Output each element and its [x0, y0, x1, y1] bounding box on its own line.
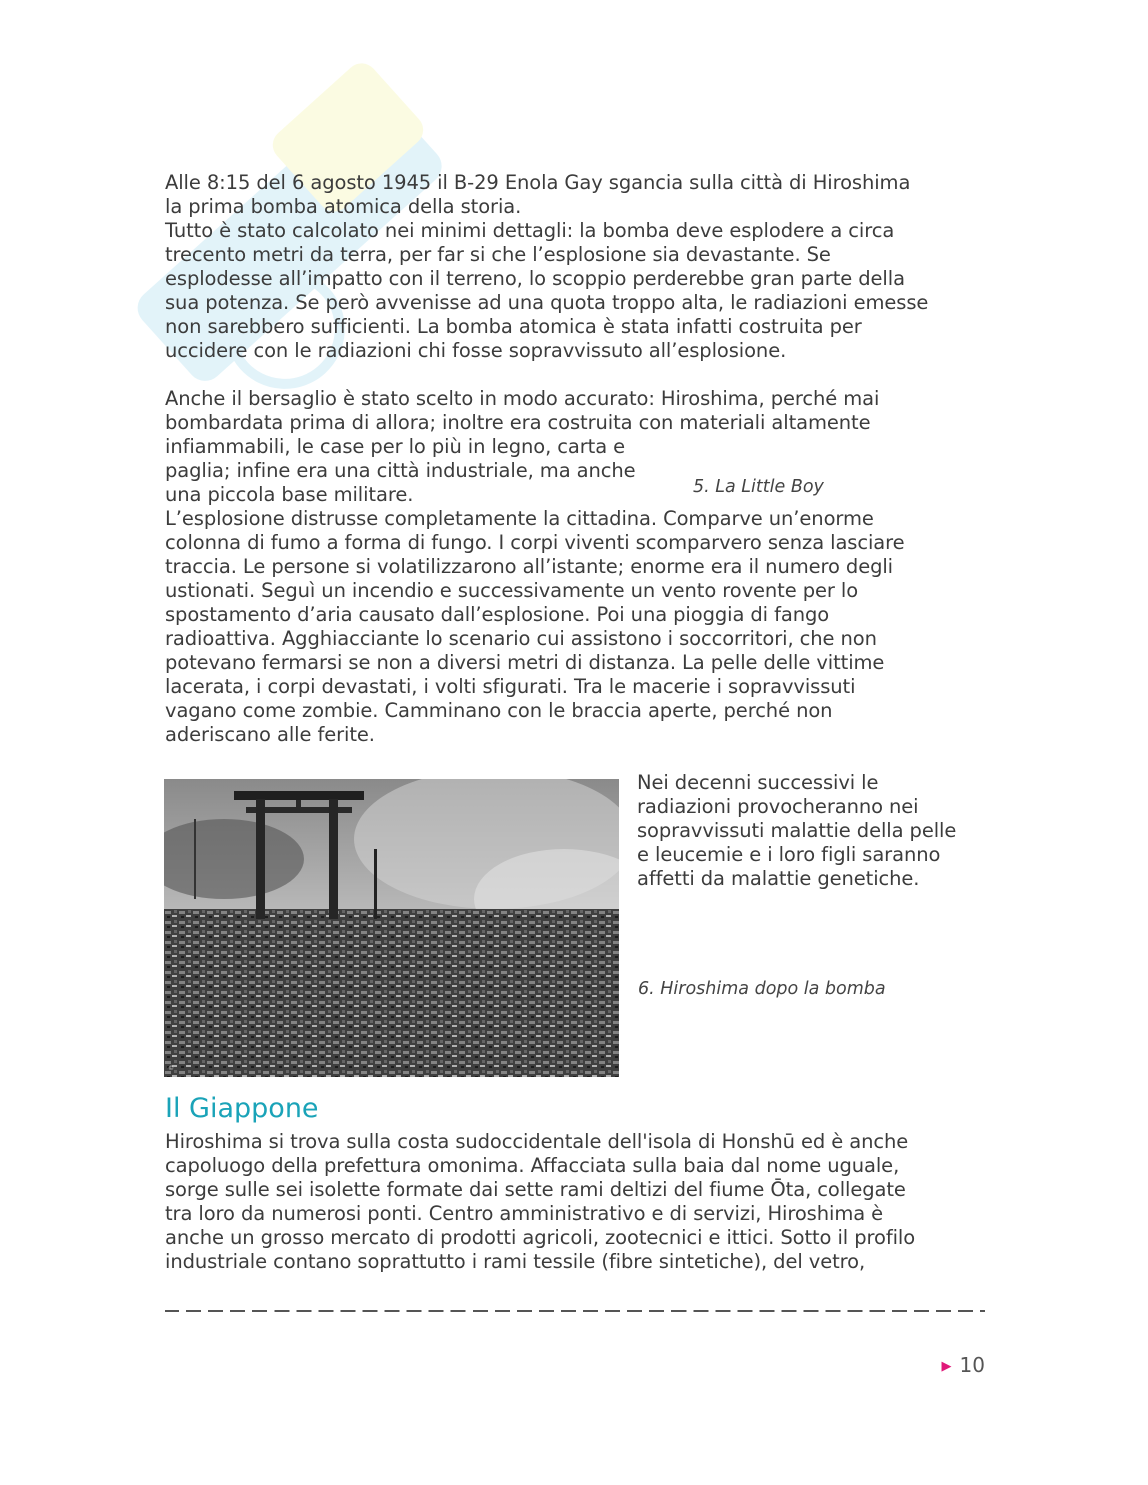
hiroshima-ruins-photo — [164, 779, 619, 1077]
japan-paragraph: Hiroshima si trova sulla costa sudoccidentale dell'isola di Honshū ed è anche capoluogo della prefettura omonima. Affacciata sulla baia dal nome uguale, sorge sulle sei isolette formate dai sette rami deltizi del fiume Ōta, collegate tra loro da numerosi ponti. Centro amministrativo e di servizi, Hiroshima è anche un grosso mercato di prodotti agricoli, zootecnici e ittici. Sotto il profilo industriale contano soprattutto i rami tessile (fibre sintetiche), del vetro, — [165, 1130, 916, 1273]
page-footer — [942, 1353, 985, 1377]
photo-credit-mark: © — [168, 1065, 174, 1072]
section-heading: Il Giappone — [165, 1093, 319, 1124]
aftermath-paragraph: Nei decenni successivi le radiazioni provocheranno nei sopravvissuti malattie della pelle e leucemie e i loro figli saranno affetti da malattie genetiche. — [637, 771, 957, 890]
target-paragraph: Anche il bersaglio è stato scelto in modo accurato: Hiroshima, perché mai bombardata prima di allora; inoltre era costruita con materiali altamente infiammabili, le case per lo più in legno, carta e paglia; infine era una città industriale, ma anche una piccola base militare. L’esplosione distrusse completamente la cittadina. Comparve un’enorme colonna di fumo a forma di fungo. I corpi viventi scomparvero senza lasciare traccia. Le persone si volatilizzarono all’istante; enorme era il numero degli ustionati. Seguì un incendio e successivamente un vento rovente per lo spostamento d’aria causato dall’esplosione. Poi una pioggia di fango radioattiva. Agghiacciante lo scenario cui assistono i soccorritori, che non potevano fermarsi se non a diversi metri di distanza. La pelle delle vittime lacerata, i corpi devastati, i volti sfigurati. Tra le macerie i sopravvissuti vagano come zombie. Camminano con le braccia aperte, perché non aderiscano alle ferite. — [165, 387, 905, 746]
figure-caption-hiroshima: 6. Hiroshima dopo la bomba — [638, 979, 886, 999]
intro-paragraph: Alle 8:15 del 6 agosto 1945 il B-29 Enola Gay sgancia sulla città di Hiroshima la prima bomba atomica della storia. Tutto è stato calcolato nei minimi dettagli: la bomba deve esplodere a circa trecento metri da terra, per far si che l’esplosione sia devastante. Se esplodesse all’impatto con il terreno, lo scoppio perderebbe gran parte della sua potenza. Se però avvenisse ad una quota troppo alta, le radiazioni emesse non sarebbero sufficienti. La bomba atomica è stata infatti costruita per uccidere con le radiazioni chi fosse sopravvissuto all’esplosione. — [165, 171, 929, 362]
photo-graphic — [164, 779, 619, 1077]
footer-divider — [165, 1310, 985, 1312]
triangle-right-icon: ▶ — [941, 1359, 952, 1374]
figure-caption-little-boy: 5. La Little Boy — [693, 477, 824, 497]
page-number: 10 — [959, 1353, 985, 1377]
